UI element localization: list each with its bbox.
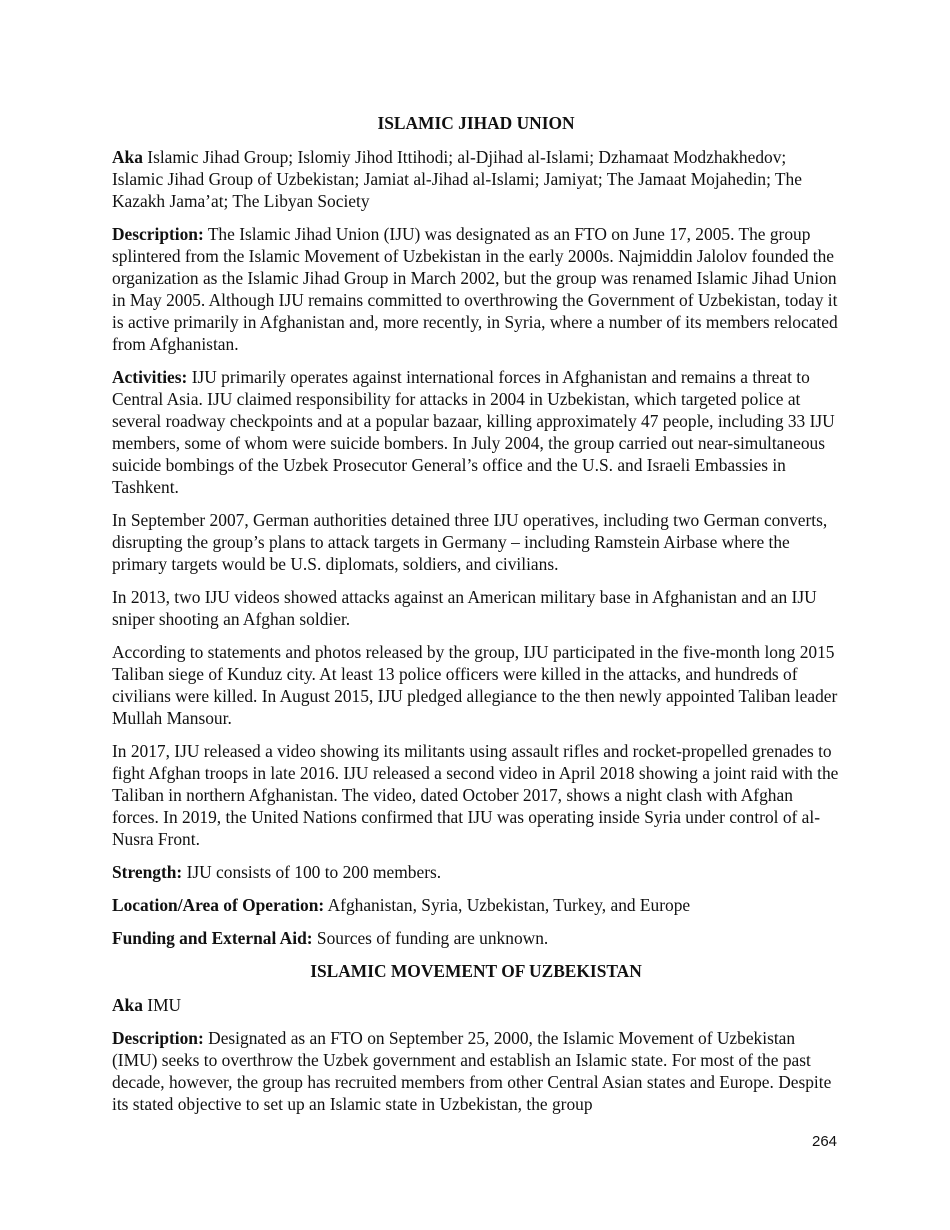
description-text: The Islamic Jihad Union (IJU) was designated as an FTO on June 17, 2005. The group splintered from the Islamic Movement of Uzbekistan in the early 2000s. Najmiddin Jalolov founded the organization as the Islamic Jihad Group in March 2002, but the group was renamed Islamic Jihad Union in May 2005. Although IJU remains committed to overthrowing the Government of Uzbekistan, today it is active primarily in Afghanistan and, more recently, in Syria, where a number of its members relocated from Afghanistan. (112, 224, 838, 354)
aka-text: IMU (142, 995, 182, 1015)
body-paragraph: In 2017, IJU released a video showing its militants using assault rifles and rocket-propelled grenades to fight Afghan troops in late 2016. IJU released a second video in April 2018 showing a joint raid with the Taliban in northern Afghanistan. The video, dated October 2017, shows a night clash with Afghan forces. In 2019, the United Nations confirmed that IJU was operating inside Syria under control of al-Nusra Front. (112, 741, 839, 849)
body-paragraph: In 2013, two IJU videos showed attacks against an American military base in Afghanistan and an IJU sniper shooting an Afghan soldier. (112, 587, 817, 629)
funding-paragraph (112, 927, 840, 949)
strength-label: Strength: (112, 862, 183, 882)
funding-label: Funding and External Aid: (112, 928, 313, 948)
page-number: 264 (812, 1133, 838, 1150)
funding-text: Sources of funding are unknown. (312, 928, 549, 948)
section-islamic-jihad-union (112, 112, 840, 949)
description-label: Description: (112, 1028, 204, 1048)
location-label: Location/Area of Operation: (112, 895, 325, 915)
activities-label: Activities: (112, 367, 188, 387)
body-paragraph: According to statements and photos released by the group, IJU participated in the five-month long 2015 Taliban siege of Kunduz city. At least 13 police officers were killed in the attacks, and hundreds of civilians were killed. In August 2015, IJU pledged allegiance to the then newly appointed Taliban leader Mullah Mansour. (112, 642, 838, 728)
strength-paragraph (112, 861, 840, 883)
description-text: Designated as an FTO on September 25, 2000, the Islamic Movement of Uzbekistan (IMU) seeks to overthrow the Uzbek government and establish an Islamic state. For most of the past decade, however, the group has recruited members from other Central Asian states and Europe. Despite its stated objective to set up an Islamic state in Uzbekistan, the group (112, 1028, 832, 1114)
strength-text: IJU consists of 100 to 200 members. (182, 862, 442, 882)
section-title: ISLAMIC JIHAD UNION (377, 113, 575, 133)
description-paragraph (112, 223, 840, 355)
body-paragraph: In September 2007, German authorities detained three IJU operatives, including two German converts, disrupting the group’s plans to attack targets in Germany – including Ramstein Airbase where the primary targets would be U.S. diplomats, soldiers, and civilians. (112, 510, 828, 574)
location-text: Afghanistan, Syria, Uzbekistan, Turkey, and Europe (324, 895, 691, 915)
location-paragraph (112, 894, 840, 916)
description-paragraph (112, 1027, 840, 1115)
aka-text: Islamic Jihad Group; Islomiy Jihod Ittihodi; al-Djihad al-Islami; Dzhamaat Modzhakhedov; Islamic Jihad Group of Uzbekistan; Jamiat al-Jihad al-Islami; Jamiyat; The Jamaat Mojahedin; The Kazakh Jama’at; The Libyan Society (112, 147, 802, 211)
aka-label: Aka (112, 147, 143, 167)
section-title: ISLAMIC MOVEMENT OF UZBEKISTAN (310, 961, 642, 981)
section-islamic-movement-of-uzbekistan (112, 960, 840, 1115)
aka-paragraph (112, 994, 840, 1016)
activities-paragraph (112, 366, 840, 498)
aka-label: Aka (112, 995, 143, 1015)
activities-text: IJU primarily operates against international forces in Afghanistan and remains a threat to Central Asia. IJU claimed responsibility for attacks in 2004 in Uzbekistan, which targeted police at several roadway checkpoints and at a popular bazaar, killing approximately 47 people, including 33 IJU members, some of whom were suicide bombers. In July 2004, the group carried out near-simultaneous suicide bombings of the Uzbek Prosecutor General’s office and the U.S. and Israeli Embassies in Tashkent. (112, 367, 835, 497)
document-page (112, 112, 840, 1126)
description-label: Description: (112, 224, 204, 244)
aka-paragraph (112, 146, 840, 212)
